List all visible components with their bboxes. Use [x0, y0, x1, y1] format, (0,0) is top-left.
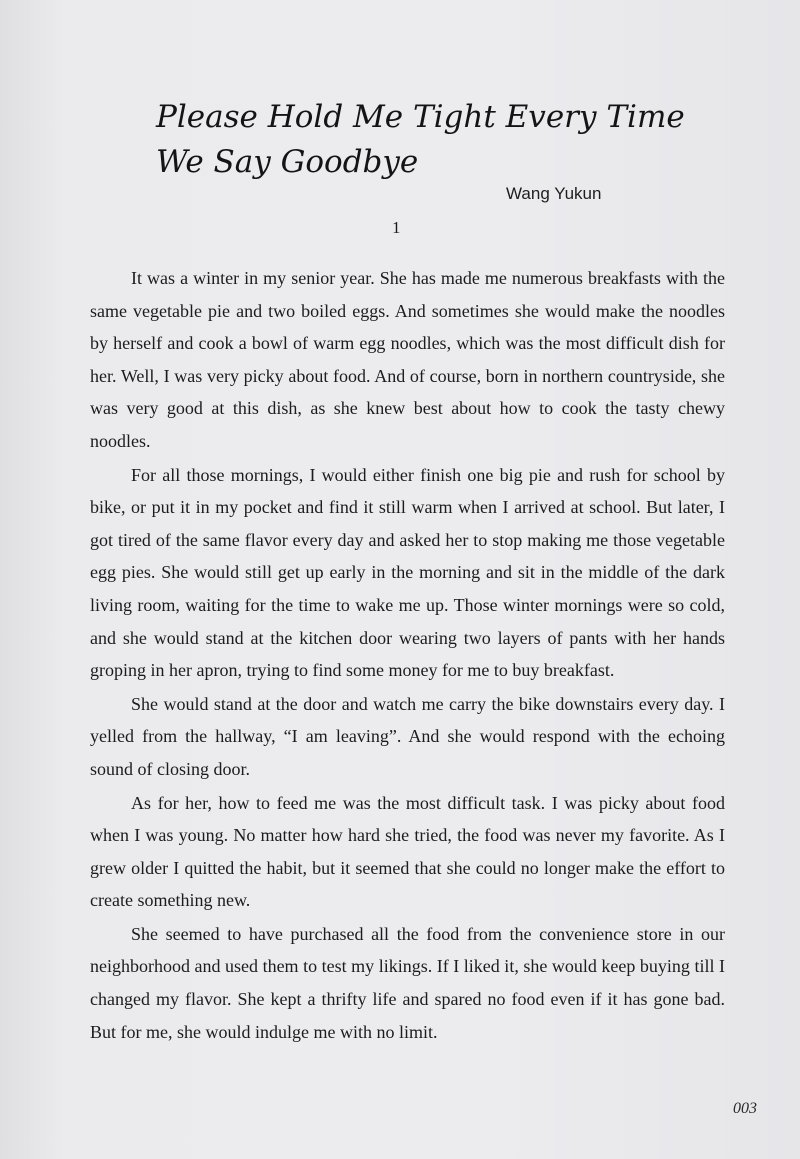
paragraph: It was a winter in my senior year. She has made me numerous breakfasts with the same vegetable pie and two boiled eggs. And sometimes she would make the noodles by herself and cook a bowl of warm egg noodles, which was the most difficult dish for her. Well, I was very picky about food. And of course, born in northern countryside, she was very good at this dish, as she knew best about how to cook the tasty chewy noodles.: [90, 268, 725, 451]
author-name: Wang Yukun: [506, 184, 602, 203]
story-title: Please Hold Me Tight Every Time We Say Goodbye: [156, 99, 685, 180]
paragraph: She seemed to have purchased all the food from the convenience store in our neighborhood and used them to test my likings. If I liked it, she would keep buying till I changed my flavor. She kept a thrifty life and spared no food even if it has gone bad. But for me, she would indulge me with no limit.: [90, 923, 725, 1042]
story-body: [90, 262, 725, 1049]
paragraph: She would stand at the door and watch me carry the bike downstairs every day. I yelled from the hallway, “I am leaving”. And she would respond with the echoing sound of closing door.: [90, 693, 725, 779]
section-number: 1: [392, 218, 401, 237]
page-number: 003: [733, 1100, 757, 1117]
paragraph: As for her, how to feed me was the most difficult task. I was picky about food when I was young. No matter how hard she tried, the food was never my favorite. As I grew older I quitted the habit, but it seemed that she could no longer make the effort to create something new.: [90, 792, 725, 911]
paragraph: For all those mornings, I would either finish one big pie and rush for school by bike, or put it in my pocket and find it still warm when I arrived at school. But later, I got tired of the same flavor every day and asked her to stop making me those vegetable egg pies. She would still get up early in the morning and sit in the middle of the dark living room, waiting for the time to wake me up. Those winter mornings were so cold, and she would stand at the kitchen door wearing two layers of pants with her hands groping in her apron, trying to find some money for me to buy breakfast.: [90, 464, 725, 681]
